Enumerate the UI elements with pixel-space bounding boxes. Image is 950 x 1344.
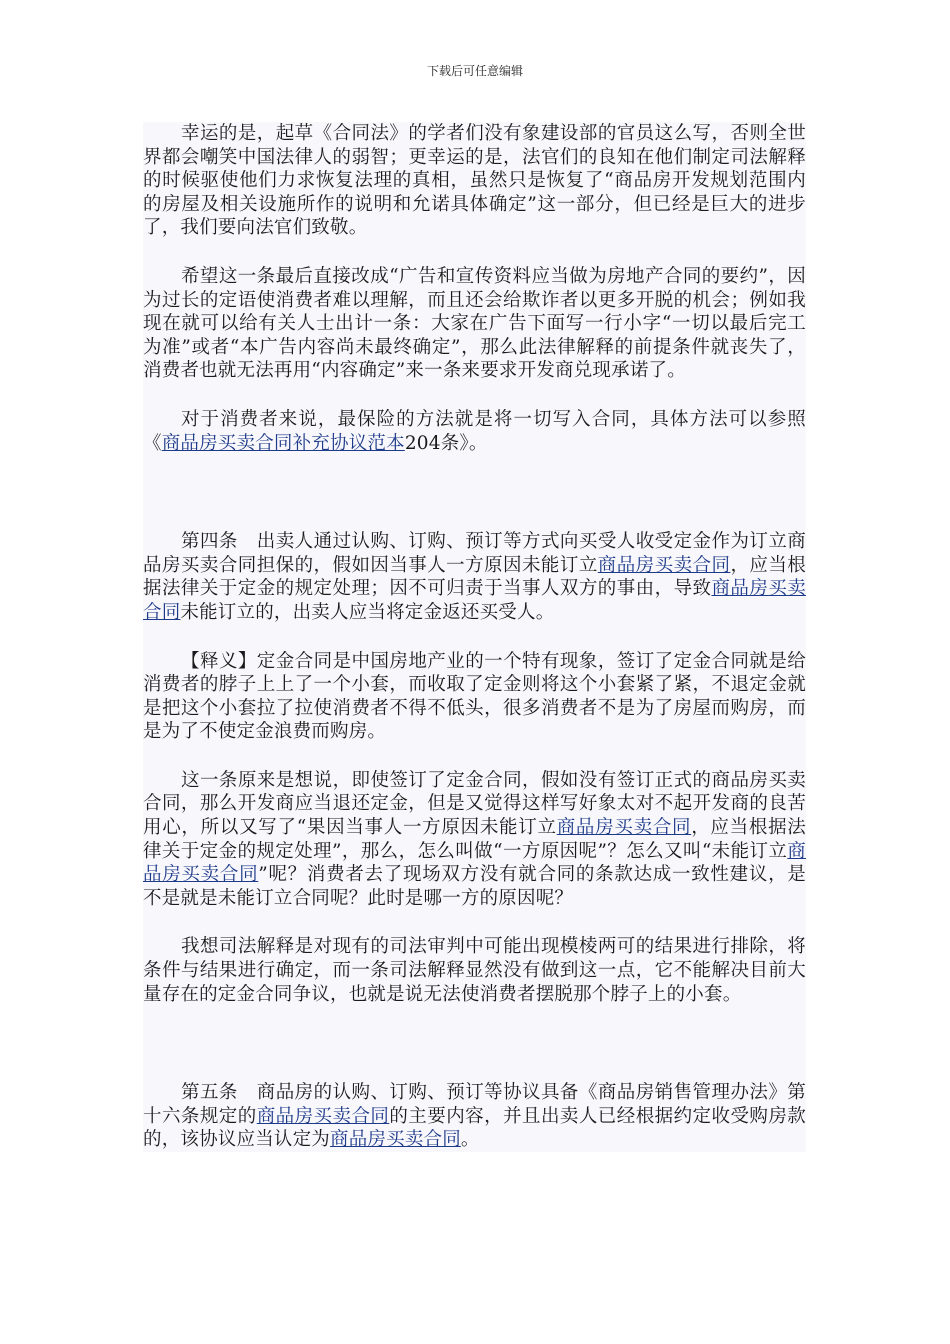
- paragraph-text: ，应当根据法律关于定金的规定处理；因不可归责于当事人双方的事由，导致: [143, 554, 806, 600]
- article-4-paragraph: [143, 530, 806, 624]
- paragraph: 我想司法解释是对现有的司法审判中可能出现模棱两可的结果进行排除，将条件与结果进行确定，而一条司法解释显然没有做到这一点，它不能解决目前大量存在的定金合同争议，也就是说无法使消费者摆脱那个脖子上的小套。: [143, 936, 806, 1005]
- paragraph: 幸运的是，起草《合同法》的学者们没有象建设部的官员这么写，否则全世界都会嘲笑中国法律人的弱智；更幸运的是，法官们的良知在他们制定司法解释的时候驱使他们力求恢复法理的真相，虽然只是恢复了“商品房开发规划范围内的房屋及相关设施所作的说明和允诺具体确定”这一部分，但已经是巨大的进步了，我们要向法官们致敬。: [143, 123, 806, 239]
- paragraph-text: ，应当根据法律关于定金的规定处理”，那么，怎么叫做“一方原因呢”？怎么又叫“未能订立: [143, 817, 806, 862]
- paragraph-text: ”呢？消费者去了现场双方没有就合同的条款达成一致性建议，是不是就是未能订立合同呢？此时是哪一方的原因呢？: [143, 864, 806, 909]
- paragraph-text: 的主要内容，并且出卖人已经根据约定收受购房款的，该协议应当认定为: [143, 1105, 807, 1151]
- paragraph-text: 第四条 出卖人通过认购、订购、预订等方式向买受人收受定金作为订立商品房买卖合同担保的，假如因当事人一方原因未能订立: [143, 531, 806, 576]
- contract-link[interactable]: 商品房买卖合同: [143, 578, 806, 623]
- paragraph: 希望这一条最后直接改成“广告和宣传资料应当做为房地产合同的要约”，因为过长的定语使消费者难以理解，而且还会给欺诈者以更多开脱的机会；例如我现在就可以给有关人士出计一条：大家在广告下面写一行小字“一切以最后完工为准”或者“本广告内容尚未最终确定”，那么此法律解释的前提条件就丧失了，消费者也就无法再用“内容确定”来一条来要求开发商兑现承诺了。: [143, 265, 806, 382]
- contract-link[interactable]: 商品房买卖合同: [556, 817, 692, 839]
- paragraph-text: 对于消费者来说，最保险的方法就是将一切写入合同，具体方法可以参照《: [143, 408, 806, 454]
- contract-link[interactable]: 商品房买卖合同: [597, 554, 731, 576]
- paragraph-text: 这一条原来是想说，即使签订了定金合同，假如没有签订正式的商品房买卖合同，那么开发商应当退还定金，但是又觉得这样写好象太对不起开发商的良苦用心，所以又写了“果因当事人一方原因未能订立: [143, 769, 806, 839]
- page-header: 下载后可任意编辑: [426, 64, 523, 78]
- contract-link[interactable]: 商品房买卖合同: [330, 1129, 461, 1151]
- paragraph-text: 未能订立的，出卖人应当将定金返还买受人。: [180, 601, 555, 623]
- paragraph-text: 。: [460, 1129, 480, 1151]
- contract-link[interactable]: 商品房买卖合同: [256, 1105, 390, 1127]
- article-5-paragraph: [143, 1081, 806, 1152]
- paragraph: 【释义】定金合同是中国房地产业的一个特有现象，签订了定金合同就是给消费者的脖子上上了一个小套，而收取了定金则将这个小套紧了紧，不退定金就是把这个小套拉了拉使消费者不得不低头，很多消费者不是为了房屋而购房，而是为了不使定金浪费而购房。: [143, 650, 806, 743]
- paragraph: [143, 769, 806, 911]
- contract-supplement-link[interactable]: 商品房买卖合同补充协议范本: [161, 432, 405, 454]
- paragraph-text: 204条》。: [404, 432, 488, 454]
- contract-link[interactable]: 商品房买卖合同: [143, 840, 806, 886]
- document-body: [143, 122, 806, 1152]
- paragraph: [143, 408, 806, 455]
- paragraph-text: 第五条 商品房的认购、订购、预订等协议具备《商品房销售管理办法》第十六条规定的: [143, 1082, 806, 1127]
